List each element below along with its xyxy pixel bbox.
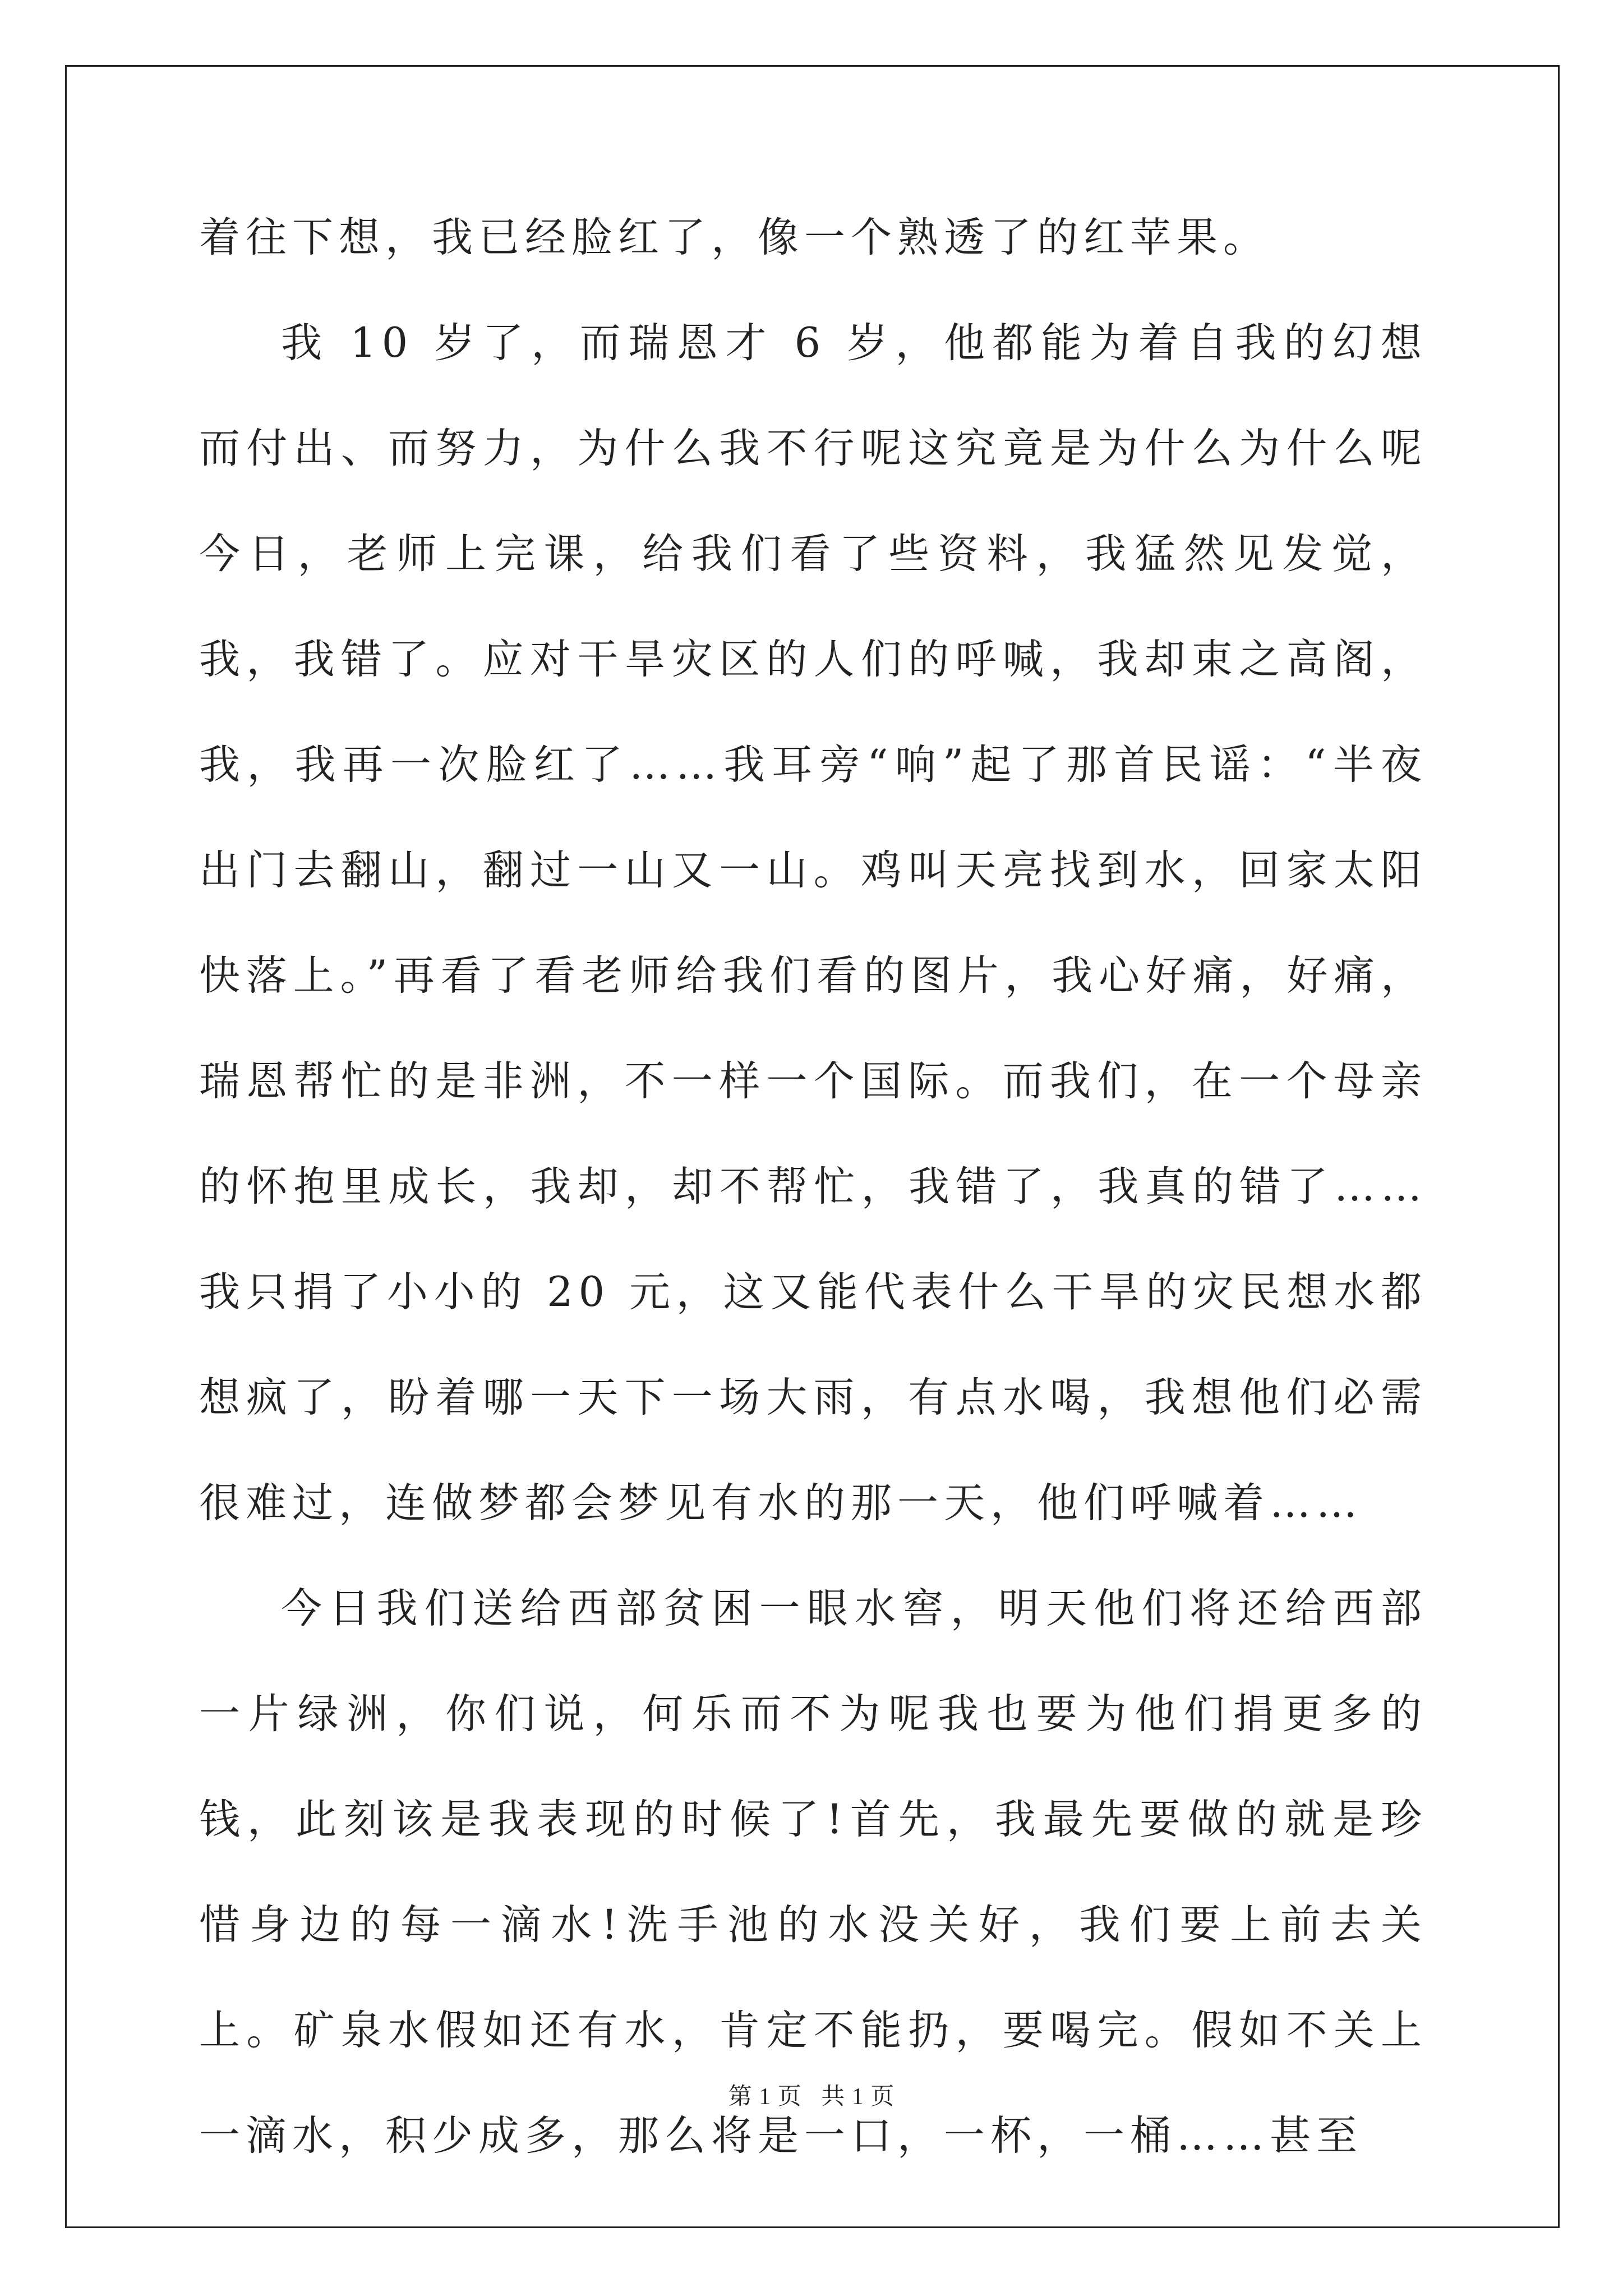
paragraph-3: 今日我们送给西部贫困一眼水窖，明天他们将还给西部一片绿洲，你们说，何乐而不为呢我也要为他们捐更多的钱，此刻该是我表现的时候了!首先，我最先要做的就是珍惜身边的每一滴水!洗手池的水没关好，我们要上前去关上。矿泉水假如还有水，肯定不能扔，要喝完。假如不关上一滴水，积少成多，那么将是一口，一杯，一桶……甚至 <box>199 1585 1427 2160</box>
paragraph-1: 着往下想，我已经脸红了，像一个熟透了的红苹果。 <box>199 214 1270 261</box>
document-body <box>199 185 1427 2189</box>
total-pages: 共 1 页 <box>821 2084 895 2110</box>
page-number: 第 1 页 <box>728 2084 802 2110</box>
paragraph-2: 我 10 岁了，而瑞恩才 6 岁，他都能为着自我的幻想而付出、而努力，为什么我不行呢这究竟是为什么为什么呢今日，老师上完课，给我们看了些资料，我猛然见发觉，我，我错了。应对干旱灾区的人们的呼喊，我却束之高阁，我，我再一次脸红了……我耳旁“响”起了那首民谣：“半夜出门去翻山，翻过一山又一山。鸡叫天亮找到水，回家太阳快落上。”再看了看老师给我们看的图片，我心好痛，好痛，瑞恩帮忙的是非洲，不一样一个国际。而我们，在一个母亲的怀抱里成长，我却，却不帮忙，我错了，我真的错了……我只捐了小小的 20 元，这又能代表什么干旱的灾民想水都想疯了，盼着哪一天下一场大雨，有点水喝，我想他们必需很难过，连做梦都会梦见有水的那一天，他们呼喊着…… <box>199 319 1427 1527</box>
page-footer <box>0 2078 1623 2111</box>
